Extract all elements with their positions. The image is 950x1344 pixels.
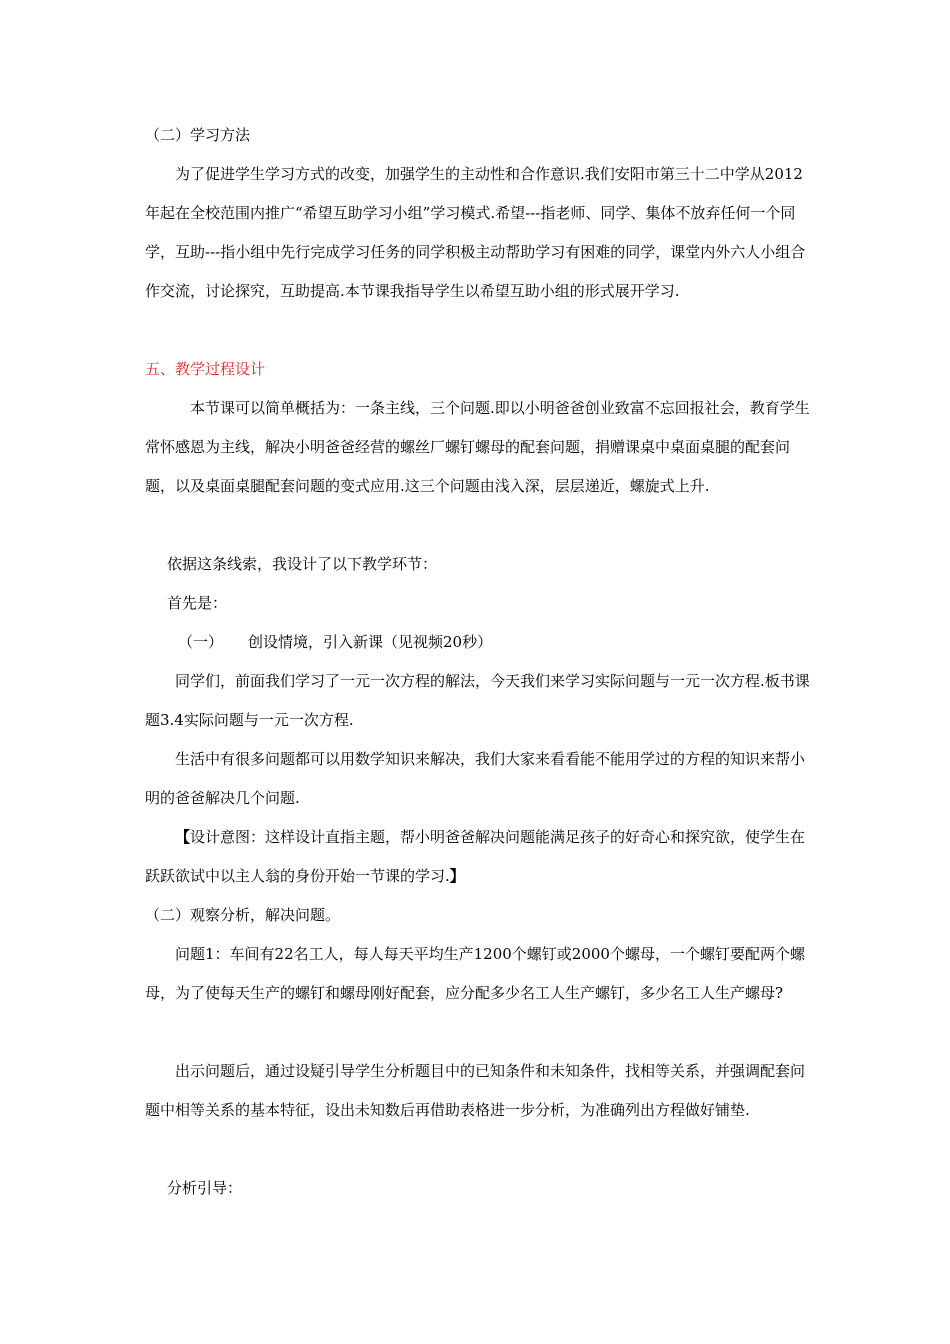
paragraph-clue: 依据这条线索，我设计了以下教学环节： bbox=[167, 555, 438, 573]
subsection-two-heading: （二）观察分析，解决问题。 bbox=[145, 906, 341, 924]
paragraph-intro: 同学们，前面我们学习了一元一次方程的解法，今天我们来学习实际问题与一元一次方程.板书课题3.4实际问题与一元一次方程. bbox=[145, 672, 810, 729]
section-five-heading: 五、教学过程设计 bbox=[145, 360, 266, 378]
subsection-one-number: （一） bbox=[178, 633, 224, 651]
subsection-one-title: 创设情境，引入新课（见视频20秒） bbox=[248, 633, 493, 651]
paragraph-design-intent bbox=[145, 818, 810, 896]
subsection-one-heading bbox=[145, 623, 810, 662]
paragraph-problem-1: 问题1：车间有22名工人，每人每天平均生产1200个螺钉或2000个螺母，一个螺钉要配两个螺母，为了使每天生产的螺钉和螺母刚好配套，应分配多少名工人生产螺钉，多少名工人生产螺母? bbox=[145, 945, 805, 1002]
intent-close-bracket: 】 bbox=[449, 867, 465, 885]
section-learning-method-heading: （二）学习方法 bbox=[145, 126, 251, 144]
paragraph-show: 出示问题后，通过设疑引导学生分析题目中的已知条件和未知条件，找相等关系，并强调配套问题中相等关系的基本特征，设出未知数后再借助表格进一步分析，为准确列出方程做好铺垫. bbox=[145, 1062, 806, 1119]
paragraph-summary: 本节课可以简单概括为：一条主线，三个问题.即以小明爸爸创业致富不忘回报社会，教育学生常怀感恩为主线，解决小明爸爸经营的螺丝厂螺钉螺母的配套问题，捐赠课桌中桌面桌腿的配套问题，以及桌面桌腿配套问题的变式应用.这三个问题由浅入深，层层递近，螺旋式上升. bbox=[145, 399, 810, 495]
intent-text: 设计意图：这样设计直指主题，帮小明爸爸解决问题能满足孩子的好奇心和探究欲，使学生在跃跃欲试中以主人翁的身份开始一节课的学习. bbox=[145, 828, 806, 885]
paragraph-first: 首先是： bbox=[167, 594, 228, 612]
intent-open-bracket: 【 bbox=[175, 828, 191, 846]
paragraph-learning-method: 为了促进学生学习方式的改变，加强学生的主动性和合作意识.我们安阳市第三十二中学从2012年起在全校范围内推广“希望互助学习小组”学习模式.希望---指老师、同学、集体不放弃任何一个同学，互助---指小组中先行完成学习任务的同学积极主动帮助学习有困难的同学，课堂内外六人小组合作交流，讨论探究，互助提高.本节课我指导学生以希望互助小组的形式展开学习. bbox=[145, 165, 806, 300]
paragraph-analysis: 分析引导： bbox=[167, 1179, 243, 1197]
paragraph-life: 生活中有很多问题都可以用数学知识来解决，我们大家来看看能不能用学过的方程的知识来帮小明的爸爸解决几个问题. bbox=[145, 750, 806, 807]
